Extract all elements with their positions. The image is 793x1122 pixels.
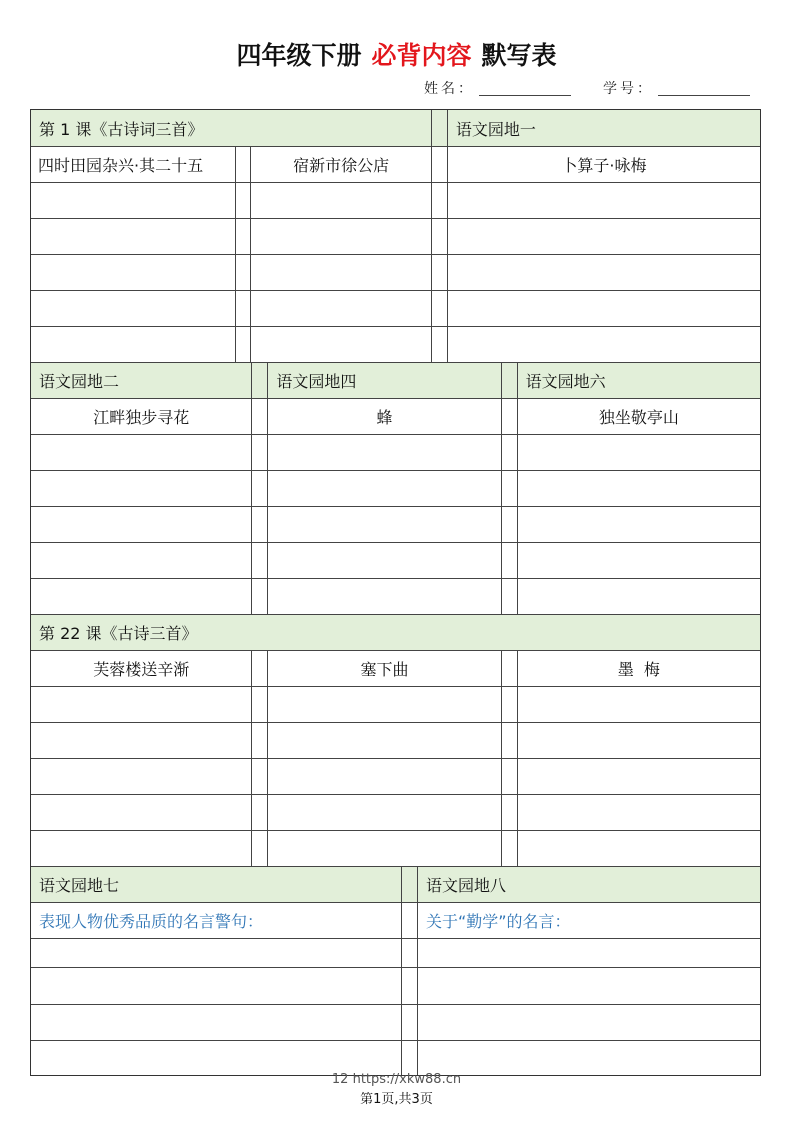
writing-cell[interactable] <box>517 831 760 866</box>
poem-title: 宿新市徐公店 <box>250 147 431 182</box>
spacer <box>501 651 517 686</box>
writing-cell[interactable] <box>250 219 431 254</box>
writing-cell[interactable] <box>267 579 500 614</box>
writing-row <box>31 542 760 578</box>
spacer <box>431 147 447 182</box>
writing-cell[interactable] <box>267 435 500 470</box>
writing-cell[interactable] <box>447 255 760 290</box>
writing-cell[interactable] <box>31 507 251 542</box>
dictation-table <box>30 109 761 1076</box>
writing-cell[interactable] <box>447 291 760 326</box>
writing-row <box>31 758 760 794</box>
writing-cell[interactable] <box>31 291 235 326</box>
section-header: 语文园地七 <box>39 876 120 895</box>
writing-cell[interactable] <box>31 435 251 470</box>
spacer <box>235 327 250 362</box>
spacer <box>251 687 267 722</box>
spacer <box>251 651 267 686</box>
writing-cell[interactable] <box>31 255 235 290</box>
spacer <box>501 363 517 398</box>
spacer <box>431 183 447 218</box>
page-number: 第1页,共3页 <box>360 1092 433 1107</box>
spacer <box>401 867 417 902</box>
title-grade: 四年级下册 <box>236 41 362 70</box>
writing-cell[interactable] <box>267 759 500 794</box>
poem-title-row <box>31 398 760 434</box>
poem-title: 芙蓉楼送辛渐 <box>93 660 190 679</box>
writing-cell[interactable] <box>250 327 431 362</box>
writing-cell[interactable] <box>31 795 251 830</box>
spacer <box>501 759 517 794</box>
poem-title-row <box>31 650 760 686</box>
prompt-text: 表现人物优秀品质的名言警句： <box>39 912 264 931</box>
spacer <box>501 543 517 578</box>
writing-cell[interactable] <box>31 543 251 578</box>
writing-row <box>31 470 760 506</box>
writing-cell[interactable] <box>31 327 235 362</box>
spacer <box>251 363 267 398</box>
poem-title-row <box>31 146 760 182</box>
poem-title: 卜算子·咏梅 <box>447 147 760 182</box>
writing-cell[interactable] <box>447 327 760 362</box>
writing-row <box>31 254 760 290</box>
spacer <box>235 255 250 290</box>
spacer <box>251 507 267 542</box>
name-field <box>424 78 571 98</box>
writing-cell[interactable] <box>517 543 760 578</box>
spacer <box>501 435 517 470</box>
writing-cell[interactable] <box>31 939 401 967</box>
spacer <box>431 255 447 290</box>
spacer <box>235 183 250 218</box>
writing-cell[interactable] <box>417 1041 760 1075</box>
spacer <box>501 507 517 542</box>
section-header: 语文园地八 <box>417 867 760 902</box>
writing-row <box>31 434 760 470</box>
spacer <box>431 110 447 146</box>
writing-row <box>31 1004 760 1040</box>
writing-cell[interactable] <box>250 183 431 218</box>
spacer <box>431 291 447 326</box>
writing-cell[interactable] <box>267 795 500 830</box>
section-header: 第 1 课《古诗词三首》 <box>39 119 204 139</box>
writing-cell[interactable] <box>517 579 760 614</box>
spacer <box>401 903 417 938</box>
writing-row <box>31 794 760 830</box>
writing-cell[interactable] <box>31 687 251 722</box>
spacer <box>251 579 267 614</box>
writing-cell[interactable] <box>250 291 431 326</box>
writing-cell[interactable] <box>31 471 251 506</box>
section-header: 语文园地六 <box>517 363 760 398</box>
writing-cell[interactable] <box>417 1005 760 1040</box>
writing-cell[interactable] <box>517 795 760 830</box>
spacer <box>401 1041 417 1075</box>
writing-cell[interactable] <box>267 471 500 506</box>
writing-cell[interactable] <box>417 939 760 967</box>
writing-cell[interactable] <box>517 435 760 470</box>
section-2 <box>31 362 760 614</box>
name-blank[interactable] <box>479 81 571 96</box>
spacer <box>501 723 517 758</box>
spacer <box>235 291 250 326</box>
section-header-row <box>31 866 760 902</box>
poem-title: 四时田园杂兴·其二十五 <box>38 156 204 175</box>
writing-row <box>31 182 760 218</box>
writing-row <box>31 830 760 866</box>
writing-row <box>31 967 760 1004</box>
id-label: 学号： <box>603 81 654 97</box>
title-highlight: 必背内容 <box>371 41 472 70</box>
title-suffix: 默写表 <box>481 41 557 70</box>
prompt-row <box>31 902 760 938</box>
writing-row <box>31 506 760 542</box>
writing-cell[interactable] <box>517 471 760 506</box>
writing-cell[interactable] <box>267 831 500 866</box>
writing-cell[interactable] <box>267 507 500 542</box>
writing-cell[interactable] <box>31 759 251 794</box>
writing-cell[interactable] <box>31 968 401 1004</box>
spacer <box>235 219 250 254</box>
spacer <box>401 1005 417 1040</box>
spacer <box>431 219 447 254</box>
writing-row <box>31 722 760 758</box>
writing-cell[interactable] <box>417 968 760 1004</box>
section-header: 语文园地二 <box>39 372 120 391</box>
spacer <box>501 687 517 722</box>
spacer <box>251 471 267 506</box>
poem-title: 墨 梅 <box>517 651 760 686</box>
spacer <box>501 831 517 866</box>
section-1 <box>31 110 760 362</box>
name-label: 姓名： <box>424 81 475 97</box>
spacer <box>251 795 267 830</box>
writing-cell[interactable] <box>31 831 251 866</box>
writing-row <box>31 938 760 967</box>
writing-cell[interactable] <box>250 255 431 290</box>
section-3 <box>31 614 760 866</box>
writing-row <box>31 1040 760 1075</box>
spacer <box>251 543 267 578</box>
writing-cell[interactable] <box>31 1041 401 1075</box>
writing-cell[interactable] <box>31 1005 401 1040</box>
writing-cell[interactable] <box>31 579 251 614</box>
section-header: 语文园地一 <box>447 110 760 146</box>
section-header: 语文园地四 <box>267 363 500 398</box>
spacer <box>251 435 267 470</box>
poem-title: 蜂 <box>267 399 500 434</box>
poem-title: 江畔独步寻花 <box>93 408 190 427</box>
writing-cell[interactable] <box>517 759 760 794</box>
section-header-row <box>31 110 760 146</box>
writing-cell[interactable] <box>31 219 235 254</box>
writing-cell[interactable] <box>447 219 760 254</box>
spacer <box>251 399 267 434</box>
writing-row <box>31 326 760 362</box>
writing-cell[interactable] <box>517 687 760 722</box>
writing-cell[interactable] <box>517 723 760 758</box>
section-header: 第 22 课《古诗三首》 <box>39 624 198 643</box>
section-header-row <box>31 614 760 650</box>
spacer <box>501 471 517 506</box>
writing-cell[interactable] <box>267 687 500 722</box>
section-4 <box>31 866 760 1075</box>
spacer <box>251 723 267 758</box>
writing-cell[interactable] <box>31 183 235 218</box>
spacer <box>401 939 417 967</box>
writing-row <box>31 686 760 722</box>
writing-row <box>31 578 760 614</box>
writing-row <box>31 218 760 254</box>
id-field <box>603 78 750 98</box>
prompt-text: 关于“勤学”的名言： <box>417 903 760 938</box>
writing-cell[interactable] <box>267 723 500 758</box>
spacer <box>501 579 517 614</box>
writing-row <box>31 290 760 326</box>
poem-title: 独坐敬亭山 <box>517 399 760 434</box>
footer-url: 12 https://xkw88.cn <box>331 1072 462 1087</box>
spacer <box>501 399 517 434</box>
spacer <box>251 759 267 794</box>
spacer <box>235 147 250 182</box>
spacer <box>251 831 267 866</box>
section-header-row <box>31 362 760 398</box>
poem-title: 塞下曲 <box>267 651 500 686</box>
page-title <box>0 36 793 72</box>
writing-cell[interactable] <box>31 723 251 758</box>
writing-cell[interactable] <box>447 183 760 218</box>
writing-cell[interactable] <box>267 543 500 578</box>
spacer <box>431 327 447 362</box>
spacer <box>401 968 417 1004</box>
id-blank[interactable] <box>658 81 750 96</box>
spacer <box>501 795 517 830</box>
writing-cell[interactable] <box>517 507 760 542</box>
